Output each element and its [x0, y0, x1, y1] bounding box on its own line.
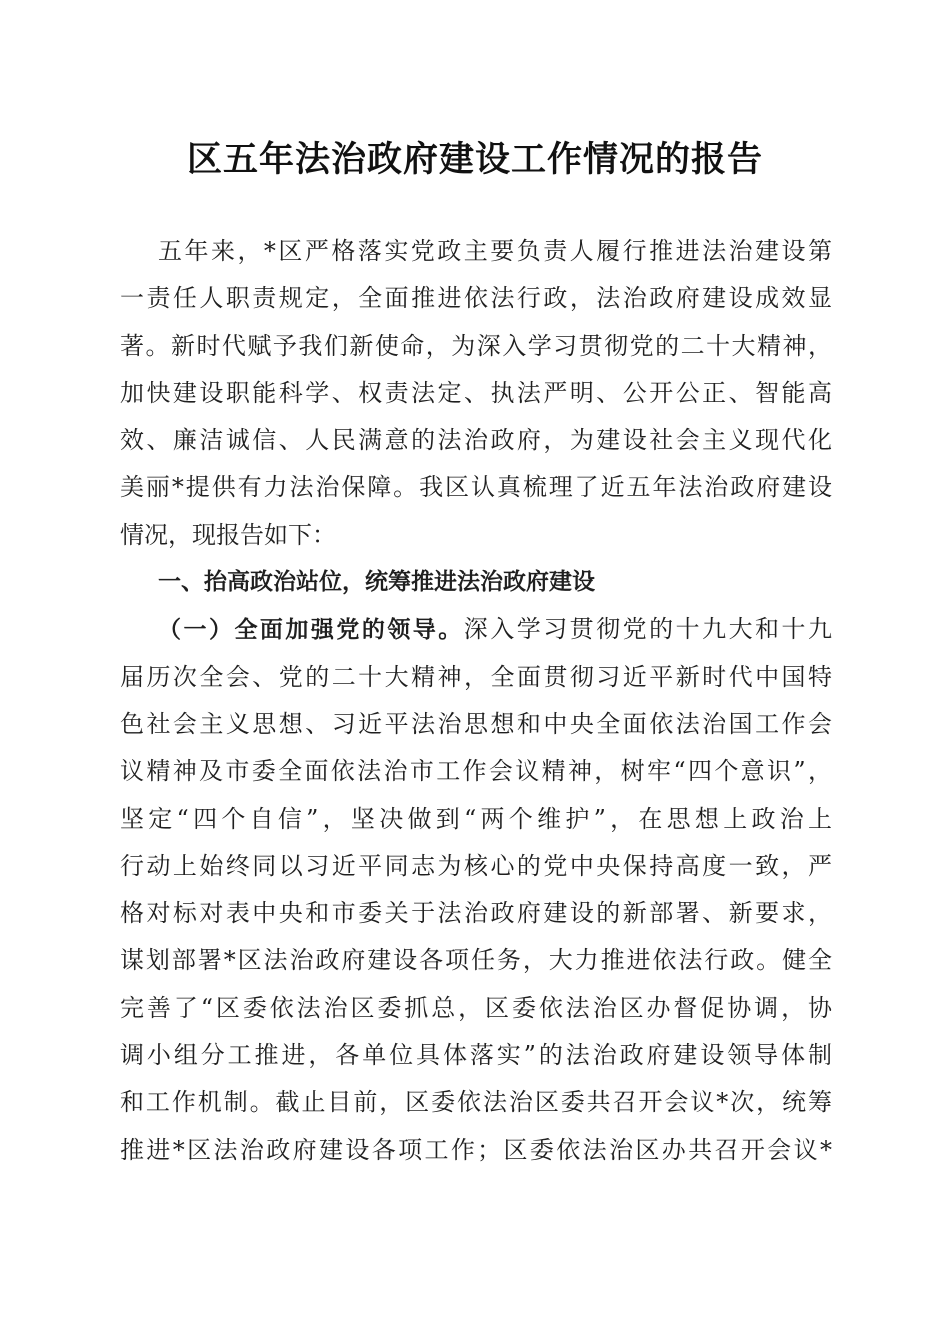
intro-paragraph-line: 著。新时代赋予我们新使命，为深入学习贯彻党的二十大精神，	[120, 331, 832, 360]
intro-paragraph-line: 加快建设职能科学、权责法定、执法严明、公开公正、智能高	[120, 378, 832, 407]
subsection-paragraph-line: 谋划部署*区法治政府建设各项任务，大力推进依法行政。健全	[120, 946, 832, 975]
subsection-paragraph-line: 坚定“四个自信”，坚决做到“两个维护”，在思想上政治上	[120, 804, 832, 833]
subsection-title: （一）全面加强党的领导。	[158, 617, 464, 644]
subsection-paragraph-line: 和工作机制。截止目前，区委依法治区委共召开会议*次，统筹	[120, 1088, 832, 1117]
subsection-paragraph-line: 行动上始终同以习近平同志为核心的党中央保持高度一致，严	[120, 851, 832, 880]
subsection-paragraph-line: 格对标对表中央和市委关于法治政府建设的新部署、新要求，	[120, 899, 832, 928]
document-body	[120, 228, 832, 1174]
subsection-paragraph-line: 调小组分工推进，各单位具体落实”的法治政府建设领导体制	[120, 1041, 832, 1070]
subsection-paragraph-line: 届历次全会、党的二十大精神，全面贯彻习近平新时代中国特	[120, 662, 832, 691]
document-title: 区五年法治政府建设工作情况的报告	[186, 139, 763, 180]
subsection-paragraph-line: 色社会主义思想、习近平法治思想和中央全面依法治国工作会	[120, 709, 832, 738]
intro-paragraph-line: 美丽*提供有力法治保障。我区认真梳理了近五年法治政府建设	[120, 473, 832, 502]
intro-paragraph-line: 效、廉洁诚信、人民满意的法治政府，为建设社会主义现代化	[120, 426, 832, 455]
intro-paragraph-line: 情况，现报告如下：	[120, 520, 336, 549]
section-heading: 一、抬高政治站位，统筹推进法治政府建设	[158, 569, 595, 596]
subsection-first-line-text: 深入学习贯彻党的十九大和十九	[463, 615, 833, 644]
intro-paragraph-line: 五年来，*区严格落实党政主要负责人履行推进法治建设第	[158, 237, 832, 265]
subsection-paragraph-line: 议精神及市委全面依法治市工作会议精神，树牢“四个意识”，	[120, 757, 832, 786]
subsection-paragraph-line: 推进*区法治政府建设各项工作；区委依法治区办共召开会议*	[120, 1135, 832, 1164]
intro-paragraph-line: 一责任人职责规定，全面推进依法行政，法治政府建设成效显	[120, 284, 832, 313]
subsection-first-line	[120, 606, 832, 653]
subsection-paragraph-line: 完善了“区委依法治区委抓总，区委依法治区办督促协调，协	[120, 993, 832, 1022]
